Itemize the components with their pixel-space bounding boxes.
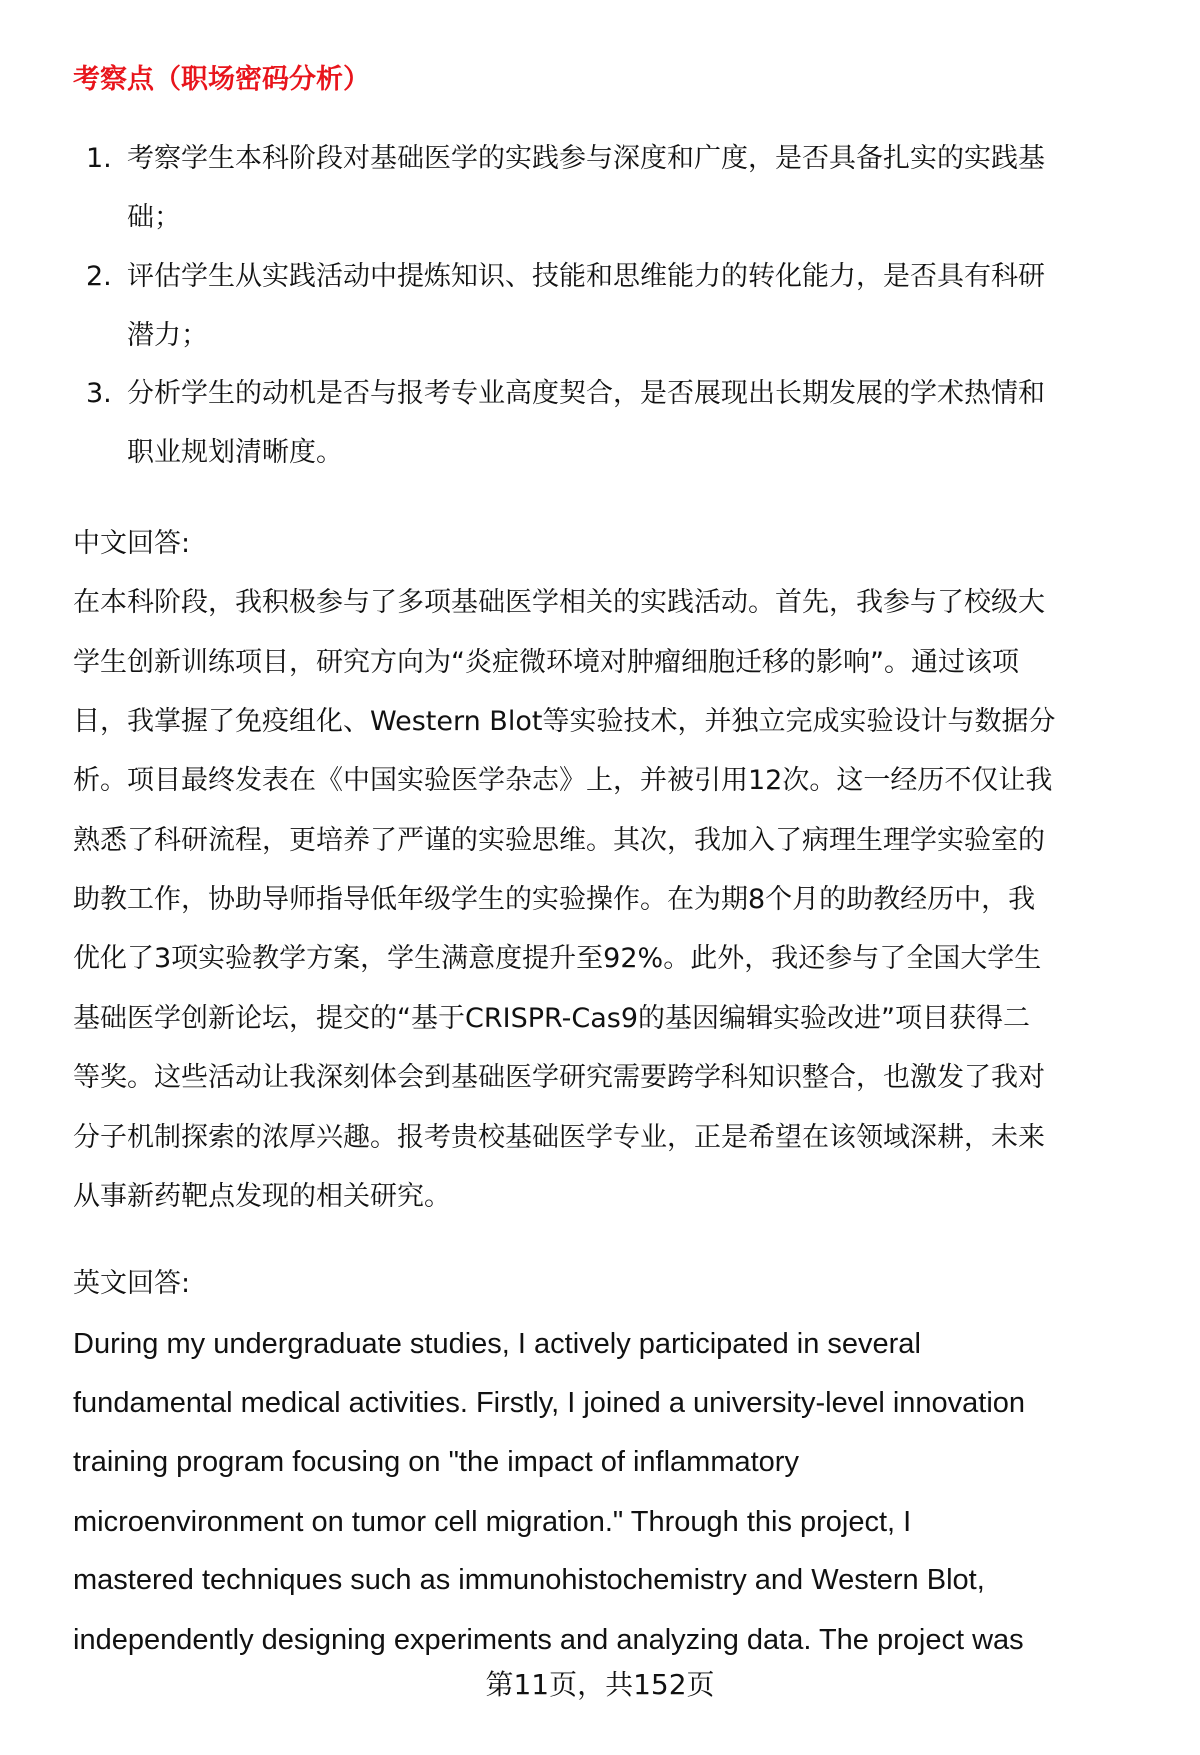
page-number: 第11页，共152页 xyxy=(485,1668,715,1701)
point-text: 分析学生的动机是否与报考专业高度契合，是否展现出长期发展的学术热情和 xyxy=(127,378,1045,409)
answer-line: mastered techniques such as immunohistochemistry and Western Blot, xyxy=(73,1564,985,1596)
point-number: 1. xyxy=(86,143,112,174)
point-text: 考察学生本科阶段对基础医学的实践参与深度和广度，是否具备扎实的实践基 xyxy=(127,143,1045,174)
answer-line: 从事新药靶点发现的相关研究。 xyxy=(73,1181,451,1212)
answer-line: 熟悉了科研流程，更培养了严谨的实验思维。其次，我加入了病理生理学实验室的 xyxy=(73,825,1045,856)
answer-line: 基础医学创新论坛，提交的“基于CRISPR-Cas9的基因编辑实验改进”项目获得二 xyxy=(73,1003,1031,1034)
answer-line: 析。项目最终发表在《中国实验医学杂志》上，并被引用12次。这一经历不仅让我 xyxy=(73,765,1053,796)
point-number: 3. xyxy=(86,378,112,409)
answer-line: microenvironment on tumor cell migration." Through this project, I xyxy=(73,1506,912,1538)
point-number: 2. xyxy=(86,261,112,292)
answer-line: During my undergraduate studies, I actively participated in several xyxy=(73,1328,921,1360)
answer-line: fundamental medical activities. Firstly, I joined a university-level innovation xyxy=(73,1387,1026,1419)
answer-line: 学生创新训练项目，研究方向为“炎症微环境对肿瘤细胞迁移的影响”。通过该项 xyxy=(73,647,1019,678)
answer-line: 等奖。这些活动让我深刻体会到基础医学研究需要跨学科知识整合，也激发了我对 xyxy=(73,1062,1045,1093)
point-text: 评估学生从实践活动中提炼知识、技能和思维能力的转化能力，是否具有科研 xyxy=(127,261,1045,292)
answer-line: independently designing experiments and analyzing data. The project was xyxy=(73,1624,1024,1656)
answer-line: 助教工作，协助导师指导低年级学生的实验操作。在为期8个月的助教经历中，我 xyxy=(73,884,1036,915)
answer-line: 分子机制探索的浓厚兴趣。报考贵校基础医学专业，正是希望在该领域深耕，未来 xyxy=(73,1122,1045,1153)
answer-line: training program focusing on "the impact of inflammatory xyxy=(73,1446,799,1478)
point-text: 职业规划清晰度。 xyxy=(127,437,343,468)
chinese-answer-label: 中文回答: xyxy=(73,528,191,559)
answer-line: 在本科阶段，我积极参与了多项基础医学相关的实践活动。首先，我参与了校级大 xyxy=(73,587,1045,618)
section-title: 考察点（职场密码分析） xyxy=(73,64,370,95)
answer-line: 目，我掌握了免疫组化、Western Blot等实验技术，并独立完成实验设计与数据分 xyxy=(73,706,1056,737)
point-text: 潜力； xyxy=(127,320,208,351)
english-answer-label: 英文回答: xyxy=(73,1268,191,1299)
point-text: 础； xyxy=(127,202,181,233)
answer-line: 优化了3项实验教学方案，学生满意度提升至92%。此外，我还参与了全国大学生 xyxy=(73,943,1042,974)
